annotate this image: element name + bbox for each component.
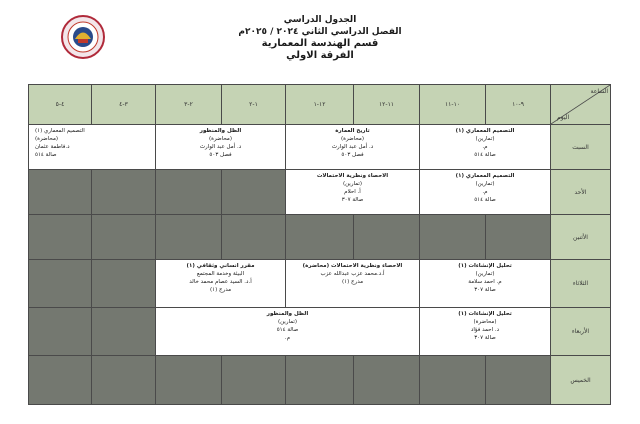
empty-cell [420, 215, 486, 260]
empty-cell [29, 170, 92, 215]
corner-cell [551, 85, 611, 125]
period-header: ١٠-١١ [420, 85, 486, 125]
year-title: الفرقة الاولي [286, 50, 354, 61]
class-cell: تحليل الإنشاءات (١) (محاضرة) د. احمد فؤاد صالة ٣٠٧ [420, 308, 551, 356]
empty-cell [354, 215, 420, 260]
period-header: ١١-١٢ [354, 85, 420, 125]
day-label-saturday: السبت [551, 125, 611, 170]
empty-cell [486, 356, 551, 405]
empty-cell [486, 215, 551, 260]
class-cell: التصميم المعماري (١) (تمارين) م. صالة ٥١٤ [420, 170, 551, 215]
department-title: قسم الهندسة المعمارية [261, 38, 379, 49]
empty-cell [222, 356, 286, 405]
class-cell: التصميم المعماري (١) (تمارين) م. صالة ٥١٤ [420, 125, 551, 170]
period-header: ٩-١٠ [486, 85, 551, 125]
class-cell: الاحصاء ونظرية الاحتمالات (تمارين) أ. احلام صالة ٣٠٧ [286, 170, 420, 215]
empty-cell [29, 356, 92, 405]
time-label: الساعة [590, 88, 608, 95]
empty-cell [92, 170, 156, 215]
schedule-table [28, 84, 611, 405]
empty-cell [29, 215, 92, 260]
class-cell: التصميم المعماري (١) (محاضرة) د.فاطمة عثمان صالة ٥١٤ [29, 125, 156, 170]
empty-cell [286, 356, 354, 405]
schedule-title: الجدول الدراسي [283, 15, 357, 25]
period-header: ١٢-١ [286, 85, 354, 125]
empty-cell [222, 215, 286, 260]
period-header: ٢-٣ [156, 85, 222, 125]
schedule-header [0, 14, 640, 62]
class-cell: الظل والمنظور (تمارين) صالة ٥١٤ م. [156, 308, 420, 356]
period-header: ٤-٥ [29, 85, 92, 125]
day-label-thursday: الخميس [551, 356, 611, 405]
empty-cell [92, 308, 156, 356]
day-label-sunday: الأحد [551, 170, 611, 215]
period-header: ٣-٤ [92, 85, 156, 125]
empty-cell [156, 170, 222, 215]
class-cell: الاحصاء ونظرية الاحتمالات (محاضرة) أ.د.محمد عزب عبدالله عزب مدرج (١) [286, 260, 420, 308]
class-cell: تاريخ العمارة (محاضرة) د. أمل عبد الوارث فصل ٥٠٣ [286, 125, 420, 170]
semester-title: الفصل الدراسي الثاني ٢٠٢٤ / ٢٠٢٥م [238, 27, 402, 37]
day-label: اليوم [557, 114, 570, 121]
empty-cell [156, 356, 222, 405]
empty-cell [92, 215, 156, 260]
empty-cell [92, 356, 156, 405]
empty-cell [286, 215, 354, 260]
empty-cell [92, 260, 156, 308]
period-header: ١-٢ [222, 85, 286, 125]
day-label-tuesday: الثلاثاء [551, 260, 611, 308]
empty-cell [156, 215, 222, 260]
empty-cell [29, 260, 92, 308]
day-label-wednesday: الأربعاء [551, 308, 611, 356]
empty-cell [29, 308, 92, 356]
class-cell: الظل والمنظور (محاضرة) د. أمل عبد الوارث فصل ٥٠٣ [156, 125, 286, 170]
class-cell: تحليل الإنشاءات (١) (تمارين) م. احمد سلامة صالة ٣٠٧ [420, 260, 551, 308]
empty-cell [354, 356, 420, 405]
empty-cell [420, 356, 486, 405]
day-label-monday: الأثنين [551, 215, 611, 260]
class-cell: مقرر انساني وثقافي (١) البيئة وخدمة المجتمع أ.د. السيد عصام محمد خالد مدرج (١) [156, 260, 286, 308]
empty-cell [222, 170, 286, 215]
